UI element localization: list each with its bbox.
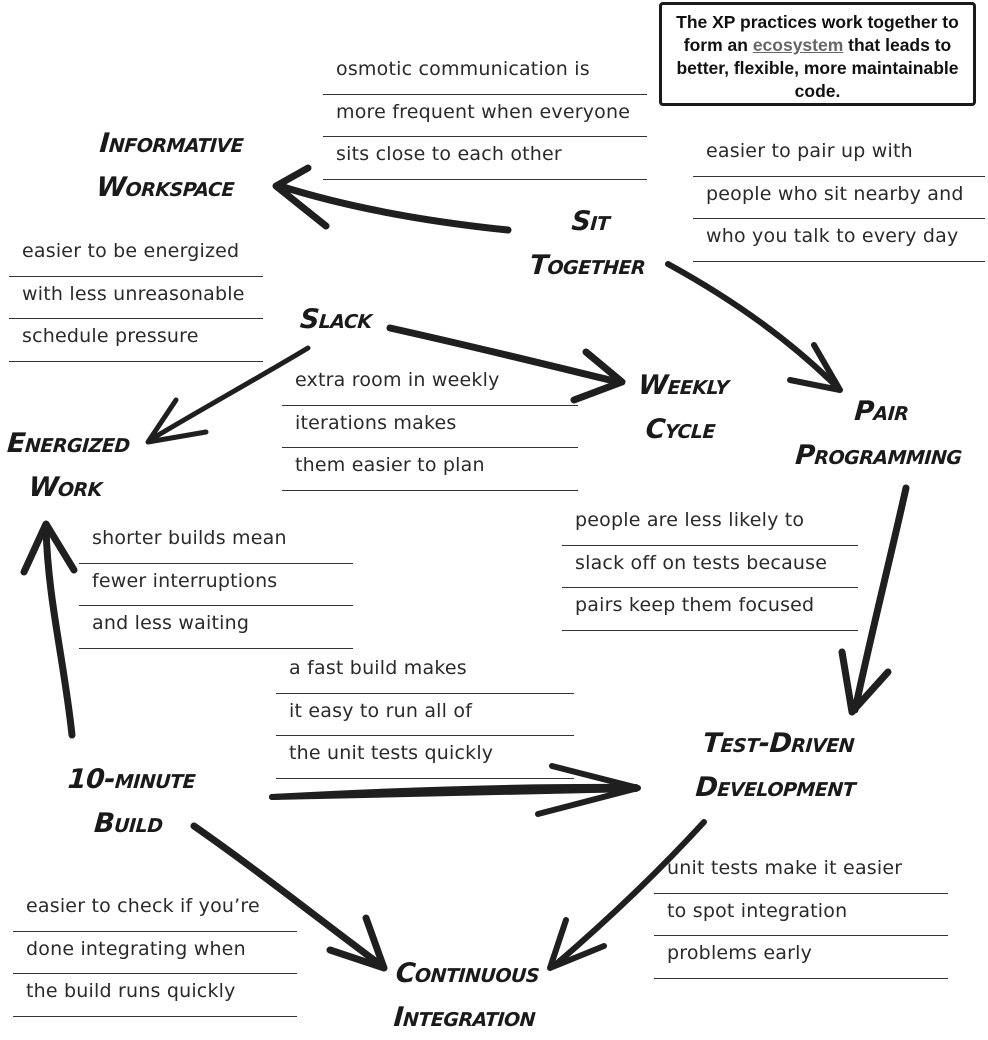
note-unit-tests: [654, 851, 948, 979]
note-line: more frequent when everyone: [323, 95, 647, 138]
node-slack: [298, 298, 373, 342]
note-shorter-builds: [79, 521, 353, 649]
note-line: to spot integration: [654, 894, 948, 937]
note-line: fewer interruptions: [79, 564, 353, 607]
note-line: shorter builds mean: [79, 521, 353, 564]
note-line: sits close to each other: [323, 137, 647, 180]
node-sit-together: [521, 200, 657, 288]
note-line: the unit tests quickly: [276, 736, 574, 779]
note-fast-build: [276, 651, 574, 779]
node-label-line: Weekly: [637, 370, 730, 401]
note-line: done integrating when: [13, 932, 297, 975]
node-label-line: Build: [93, 808, 164, 839]
node-label-line: Test-Driven: [701, 728, 856, 759]
node-label-line: Work: [27, 472, 104, 503]
node-label-line: Continuous: [394, 958, 541, 989]
ecosystem-callout: [659, 2, 976, 106]
note-pair-up: [693, 134, 985, 262]
note-line: people are less likely to: [562, 503, 858, 546]
note-extra-room: [282, 363, 578, 491]
node-energized-work: [0, 422, 137, 510]
callout-text-after: that leads to better, flexible, more maintainable code.: [676, 35, 959, 101]
note-energized: [9, 234, 263, 362]
callout-keyword: ecosystem: [752, 35, 844, 55]
note-line: extra room in weekly: [282, 363, 578, 406]
node-pair-programming: [779, 390, 981, 478]
note-line: easier to check if you’re: [13, 889, 297, 932]
node-label-line: Together: [528, 250, 647, 281]
node-label-line: Cycle: [644, 414, 717, 445]
node-10-minute-build: [47, 758, 213, 846]
node-continuous-integration: [381, 952, 551, 1040]
note-line: slack off on tests because: [562, 546, 858, 589]
note-line: schedule pressure: [9, 319, 263, 362]
note-osmotic-communication: [323, 52, 647, 180]
note-check-done: [13, 889, 297, 1017]
node-label-line: 10-minute: [66, 764, 197, 795]
arrow-sit-together-to-informative-workspace: [280, 186, 508, 230]
node-label-line: Pair: [853, 396, 910, 427]
note-line: the build runs quickly: [13, 974, 297, 1017]
node-label-line: Sit: [570, 206, 611, 237]
note-line: a fast build makes: [276, 651, 574, 694]
note-line: osmotic communication is: [323, 52, 647, 95]
note-line: with less unreasonable: [9, 277, 263, 320]
note-line: and less waiting: [79, 606, 353, 649]
node-label-line: Slack: [298, 304, 373, 335]
note-line: pairs keep them focused: [562, 588, 858, 631]
note-line: unit tests make it easier: [654, 851, 948, 894]
note-line: it easy to run all of: [276, 694, 574, 737]
node-informative-workspace: [95, 122, 245, 210]
node-label-line: Energized: [6, 428, 131, 459]
node-weekly-cycle: [623, 364, 741, 452]
note-line: people who sit nearby and: [693, 177, 985, 220]
node-test-driven-development: [681, 722, 873, 810]
node-label-line: Integration: [392, 1002, 537, 1033]
note-line: easier to pair up with: [693, 134, 985, 177]
node-label-line: Workspace: [95, 172, 236, 203]
note-line: easier to be energized: [9, 234, 263, 277]
note-slack-off: [562, 503, 858, 631]
node-label-line: Programming: [794, 440, 963, 471]
note-line: them easier to plan: [282, 448, 578, 491]
node-label-line: Informative: [98, 128, 245, 159]
node-label-line: Development: [694, 772, 857, 803]
note-line: problems early: [654, 936, 948, 979]
callout-text-before: The XP practices work together to form an: [676, 12, 959, 55]
note-line: who you talk to every day: [693, 219, 985, 262]
arrow-build-to-tdd-lower: [272, 789, 636, 797]
note-line: iterations makes: [282, 406, 578, 449]
